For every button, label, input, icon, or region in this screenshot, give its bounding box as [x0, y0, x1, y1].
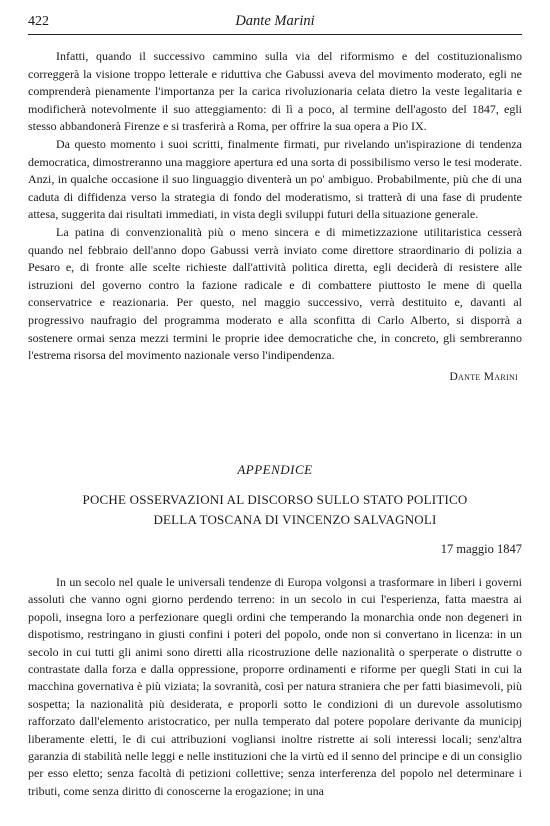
paragraph: La patina di convenzionalità più o meno sincera e di mimetizzazione utilitaristica cesserà quando nel febbraio dell'anno dopo Gabussi verrà inviato come direttore straordinario di polizia a Pesaro e, di fronte alle scelte richieste dall'attività politica diretta, egli deciderà di resistere alle istruzioni del governo contro la fazione radicale e di combattere piuttosto le mene di quella conservatrice e reazionaria. Per questo, nel maggio successivo, verrà destituito e, davanti al progressivo naufragio del programma moderato e alla sconfitta di Carlo Alberto, si disporrà a sostenere ormai senza mezzi termini le proprie idee democratiche che, in concreto, gli sembreranno l'estrema risorsa del movimento nazionale verso l'indipendenza.: [28, 224, 522, 363]
paragraph: Infatti, quando il successivo cammino sulla via del riformismo e del costituzionalismo correggerà la visione troppo letterale e riduttiva che Gabussi aveva del movimento moderato, egli ne comprenderà pienamente l'importanza per la carica rivoluzionaria celata dietro la veste legalitaria e modificherà notevolmente il suo atteggiamento: di lì a poco, al termine dell'agosto del 1847, egli stesso abbandonerà Firenze e si trasferirà a Roma, per offrire la sua opera a Pio IX.: [28, 49, 522, 134]
paragraph: In un secolo nel quale le universali tendenze di Europa volgonsi a trasformare in liberi i governi assoluti che vanno ogni giorno perdendo terreno: in un secolo in cui l'esperienza, fatta maestra ai popoli, insegna loro a perfezionare quegli ordini che temperando la monarchia onde non degeneri in dispotismo, restringano in giusti confini i poteri del popolo, onde non si convertano in licenza: in un secolo in cui tutti gli animi sono diretti alla ricostruzione delle nazionalità o sperperate o distrutte o contrastate dalla forza e dalla oppressione, proporre ordinamenti e riforme per quegli Stati in cui la macchina governativa è più viziata; la sovranità, così per natura straniera che per fatti biasimevoli, più sospetta; la nazionalità più desiderata, e proporli sotto le condizioni di un durevole assolutismo rafforzato dall'elemento aristocratico, per nulla temperato dal potere popolare derivante da municipj liberamente eletti, le di cui attribuzioni vogliansi inoltre ristrette ai soli interessi locali; senz'altra garanzia di stabilità nelle leggi e nelle instituzioni che la virtù ed il senno del principe e di un consiglio per esso eletto; senza facoltà di petizioni collettive; senza interferenza del popolo nel determinare i tributi, come senza diritto di conoscerne la erogazione; in una: [28, 575, 522, 798]
appendix-title-line: DELLA TOSCANA DI VINCENZO SALVAGNOLI: [153, 512, 437, 527]
essay-body: [28, 48, 522, 386]
page-number: 422: [28, 14, 49, 29]
appendix-date: 17 maggio 1847: [440, 542, 522, 556]
appendix-title: [28, 490, 522, 530]
appendix-label: APPENDICE: [237, 462, 313, 477]
running-header: [28, 12, 522, 35]
author-signature: Dante Marini: [449, 370, 518, 383]
paragraph: Da questo momento i suoi scritti, finalmente firmati, pur rivelando un'ispirazione di tendenza democratica, dimostreranno una maggiore apertura ed una sorta di possibilismo verso le tesi moderate. Anzi, in qualche occasione il suo linguaggio diventerà un po' ambiguo. Probabilmente, più che di una caduta di diffidenza verso la strategia di fondo del moderatismo, si tratterà di una fase di prudente attesa, suggerita dai risultati immediati, in vista degli sviluppi futuri della situazione generale.: [28, 136, 522, 222]
appendix-body: [28, 574, 522, 800]
appendix-title-line: POCHE OSSERVAZIONI AL DISCORSO SULLO STATO POLITICO: [82, 492, 468, 507]
running-title: Dante Marini: [235, 13, 315, 29]
